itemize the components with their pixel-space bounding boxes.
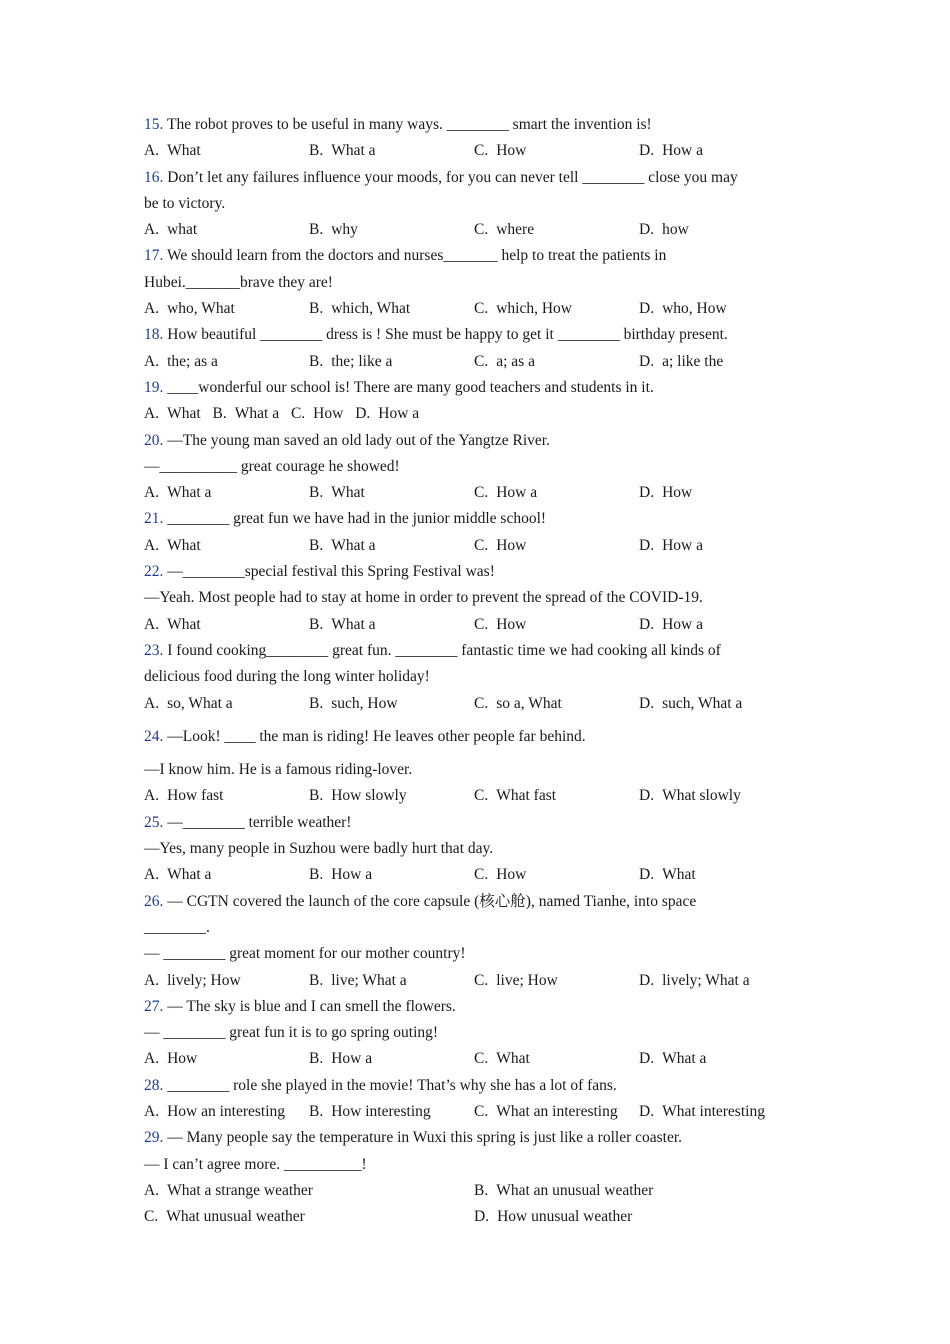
question-stem: 20. —The young man saved an old lady out of the Yangtze River. — [144, 431, 550, 449]
question-number: 19. — [144, 378, 164, 396]
option-d[interactable]: D. How a — [639, 536, 703, 554]
question-18 — [144, 322, 804, 375]
option-c[interactable]: C. What an interesting — [474, 1102, 618, 1120]
option-b[interactable]: B. the; like a — [309, 352, 393, 370]
question-stem: 18. How beautiful ________ dress is ! She must be happy to get it ________ birthday present. — [144, 326, 728, 344]
option-c[interactable]: C. What fast — [474, 787, 557, 805]
answer-options — [144, 612, 804, 638]
question-stem: 17. We should learn from the doctors and nurses_______ help to treat the patients in — [144, 247, 667, 265]
option-b[interactable]: B. How slowly — [309, 787, 407, 805]
option-b[interactable]: B. What a — [309, 142, 376, 160]
option-d[interactable]: D. How unusual weather — [474, 1208, 633, 1226]
question-stem: 15. The robot proves to be useful in many ways. ________ smart the invention is! — [144, 116, 652, 133]
question-stem: 25. —________ terrible weather! — [144, 813, 352, 831]
answer-options — [144, 691, 804, 717]
answer-options — [144, 783, 804, 809]
question-23 — [144, 638, 804, 717]
option-b[interactable]: B. What a — [309, 536, 376, 554]
option-c[interactable]: C. How — [474, 866, 527, 884]
option-b[interactable]: B. What — [309, 484, 365, 502]
option-d[interactable]: D. How a — [639, 615, 703, 633]
question-number: 24. — [144, 727, 164, 745]
option-a[interactable]: A. What a strange weather — [144, 1181, 313, 1199]
option-b[interactable]: B. live; What a — [309, 971, 407, 989]
option-d[interactable]: D. What slowly — [639, 787, 741, 805]
option-c[interactable]: C. live; How — [474, 971, 558, 989]
option-b[interactable]: B. What a — [309, 615, 376, 633]
option-a[interactable]: A. What — [144, 615, 201, 633]
option-a[interactable]: A. How — [144, 1050, 198, 1068]
option-d[interactable]: D. How a — [355, 405, 420, 423]
question-17 — [144, 243, 804, 322]
question-stem-continued: be to victory. — [144, 194, 226, 212]
option-a[interactable]: A. so, What a — [144, 694, 233, 712]
question-stem: 16. Don’t let any failures influence your moods, for you can never tell ________ close you may — [144, 168, 738, 186]
question-number: 29. — [144, 1129, 164, 1147]
question-stem-continued: —I know him. He is a famous riding-lover. — [144, 761, 413, 779]
option-a[interactable]: A. What — [144, 142, 201, 160]
question-stem-continued: — I can’t agree more. __________! — [144, 1155, 367, 1173]
option-d[interactable]: D. who, How — [639, 300, 727, 318]
option-c[interactable]: C. What unusual weather — [144, 1208, 305, 1226]
option-a[interactable]: A. What — [144, 536, 201, 554]
question-number: 20. — [144, 431, 164, 449]
option-d[interactable]: D. a; like the — [639, 352, 724, 370]
option-c[interactable]: C. How — [290, 405, 344, 423]
question-number: 21. — [144, 510, 164, 528]
option-a[interactable]: A. What a — [144, 866, 212, 884]
question-number: 23. — [144, 641, 164, 659]
question-25 — [144, 810, 804, 889]
question-number: 28. — [144, 1076, 164, 1094]
question-number: 17. — [144, 247, 164, 265]
answer-options — [144, 1204, 804, 1230]
question-stem-continued: ________. — [144, 918, 210, 936]
option-d[interactable]: D. What interesting — [639, 1102, 765, 1120]
option-a[interactable]: A. What — [144, 405, 201, 423]
question-number: 16. — [144, 168, 164, 186]
option-d[interactable]: D. such, What a — [639, 694, 743, 712]
question-number: 22. — [144, 563, 164, 581]
option-b[interactable]: B. How interesting — [309, 1102, 431, 1120]
question-page — [144, 112, 804, 1230]
question-27 — [144, 994, 804, 1073]
option-b[interactable]: B. How a — [309, 1050, 373, 1068]
option-a[interactable]: A. lively; How — [144, 971, 241, 989]
option-c[interactable]: C. What — [474, 1050, 530, 1068]
question-28 — [144, 1073, 804, 1126]
answer-options — [144, 217, 804, 243]
answer-options — [144, 296, 804, 322]
option-a[interactable]: A. who, What — [144, 300, 235, 318]
answer-options — [144, 138, 804, 164]
option-b[interactable]: B. What an unusual weather — [474, 1181, 654, 1199]
question-stem: 22. —________special festival this Spring Festival was! — [144, 563, 495, 581]
question-21 — [144, 506, 804, 559]
question-19 — [144, 375, 804, 428]
answer-options — [144, 968, 804, 994]
question-stem: 26. — CGTN covered the launch of the core capsule (核心舱), named Tianhe, into space — [144, 892, 697, 910]
option-c[interactable]: C. which, How — [474, 300, 572, 318]
question-stem-continued: —Yeah. Most people had to stay at home in order to prevent the spread of the COVID-19. — [144, 589, 703, 607]
answer-options — [144, 401, 804, 427]
question-29 — [144, 1125, 804, 1230]
option-b[interactable]: B. How a — [309, 866, 373, 884]
question-stem-continued: delicious food during the long winter holiday! — [144, 668, 430, 686]
question-stem: 21. ________ great fun we have had in the junior middle school! — [144, 510, 547, 528]
question-number: 15. — [144, 116, 164, 133]
question-number: 18. — [144, 326, 164, 344]
question-stem-continued: Hubei._______brave they are! — [144, 273, 333, 291]
option-a[interactable]: A. What a — [144, 484, 212, 502]
option-b[interactable]: B. such, How — [309, 694, 398, 712]
option-c[interactable]: C. where — [474, 221, 535, 239]
option-d[interactable]: D. lively; What a — [639, 971, 750, 989]
option-d[interactable]: D. how — [639, 221, 689, 239]
question-stem: 23. I found cooking________ great fun. ________ fantastic time we had cooking all kinds of — [144, 641, 721, 659]
option-b[interactable]: B. which, What — [309, 300, 411, 318]
question-22 — [144, 559, 804, 638]
question-stem: 29. — Many people say the temperature in Wuxi this spring is just like a roller coaster. — [144, 1129, 683, 1147]
option-a[interactable]: A. the; as a — [144, 352, 218, 370]
answer-options — [144, 1046, 804, 1072]
answer-options — [144, 480, 804, 506]
question-stem: 19. ____wonderful our school is! There are many good teachers and students in it. — [144, 378, 654, 396]
question-stem-continued: —__________ great courage he showed! — [144, 457, 400, 475]
question-number: 26. — [144, 892, 164, 910]
option-d[interactable]: D. What — [639, 866, 696, 884]
option-a[interactable]: A. what — [144, 221, 198, 239]
answer-options — [144, 1099, 804, 1125]
question-24 — [144, 724, 804, 810]
question-20 — [144, 428, 804, 507]
option-b[interactable]: B. What a — [212, 405, 280, 423]
option-d[interactable]: D. How — [639, 484, 693, 502]
option-c[interactable]: C. How — [474, 142, 527, 160]
answer-options — [144, 862, 804, 888]
option-a[interactable]: A. How fast — [144, 787, 224, 805]
answer-options — [144, 533, 804, 559]
option-c[interactable]: C. a; as a — [474, 352, 535, 370]
option-d[interactable]: D. What a — [639, 1050, 707, 1068]
question-stem: 27. — The sky is blue and I can smell the flowers. — [144, 997, 456, 1015]
question-stem-continued: —Yes, many people in Suzhou were badly hurt that day. — [144, 840, 494, 858]
question-stem-continued: — ________ great moment for our mother country! — [144, 945, 466, 963]
question-15 — [144, 112, 804, 165]
question-stem: 28. ________ role she played in the movie! That’s why she has a lot of fans. — [144, 1076, 617, 1094]
option-c[interactable]: C. How — [474, 615, 527, 633]
question-number: 25. — [144, 813, 164, 831]
option-d[interactable]: D. How a — [639, 142, 703, 160]
option-c[interactable]: C. so a, What — [474, 694, 562, 712]
question-26 — [144, 889, 804, 994]
answer-options — [144, 1178, 804, 1204]
option-a[interactable]: A. How an interesting — [144, 1102, 286, 1120]
option-b[interactable]: B. why — [309, 221, 358, 239]
question-16 — [144, 165, 804, 244]
option-c[interactable]: C. How a — [474, 484, 538, 502]
question-number: 27. — [144, 997, 164, 1015]
answer-options — [144, 349, 804, 375]
question-stem: 24. —Look! ____ the man is riding! He leaves other people far behind. — [144, 727, 586, 745]
option-c[interactable]: C. How — [474, 536, 527, 554]
question-stem-continued: — ________ great fun it is to go spring outing! — [144, 1024, 439, 1042]
